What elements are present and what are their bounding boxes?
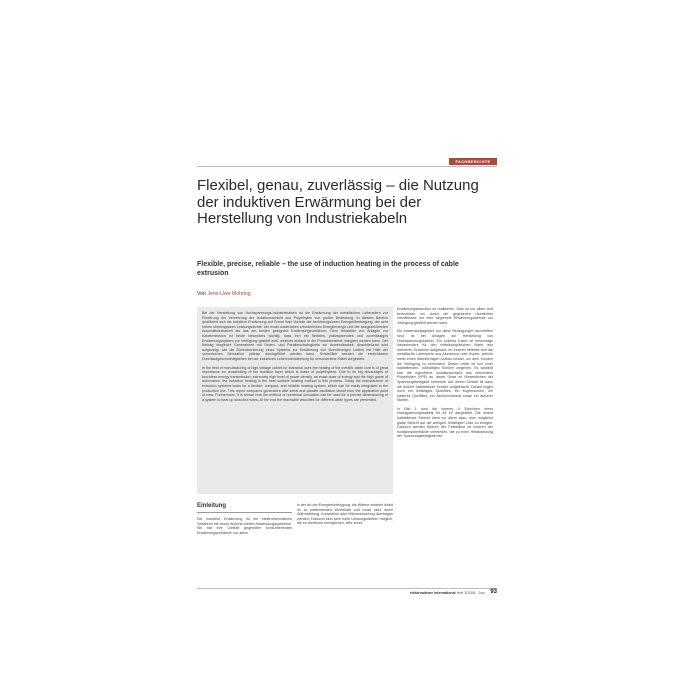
body-paragraph: Ein Anwendungsgebiet, wo diese Bedingungen anzutreffen sind, ist bei Anlagen zur Herstellung von Hochspannungskabeln. Ein solches Kabel ist heutzutage insbesondere für den mitteleuropäischen Markt aus mehreren Schichten aufgebaut: im Inneren befindet sich die metallische Leiterseele aus Aluminium oder Kupfer, welche meist einen litzenförmigen Aufbau besitzt, um dem Kunden die Verlegung zu erleichtern. Dieser Leiter ist von einer halbleitenden, rußhaltigen Schicht umgeben. Es schließt sich die eigentliche Isolationsschicht aus vernetztem Polyethylen (VPE) an, deren Dicke im Wesentlichen der Spannungsfestigkeit bestimmt. Auf dieser Schicht ist dann die äußere halbleitende Schicht aufgebracht. Darauf folgen noch ein leitfähiges Quellflies, ein Kupferschirm, ein weiteres Quellflies, ein Aluminiumband sowie ein äußerer Mantel. (397, 329, 493, 403)
body-column-left (197, 517, 292, 535)
page-number: 93 (490, 589, 497, 595)
journal-name: elektrowärme international (409, 591, 456, 595)
author-name: Jens-Uwe Mohring (207, 291, 251, 297)
abstract-box (197, 307, 393, 494)
footer-rule (197, 588, 497, 589)
body-paragraph: Die induktive Erwärmung ist ein elektrothermisches Verfahren mit einem äußerst breiten Anwendungsspektrum. Sie hat ihre Vorteile gegenüber konkurrierenden Erwärmungsverfahren vor allem (197, 517, 292, 535)
body-paragraph: Erwärmungsstrecken zu realisieren. Dies ist vor allem dort bedeutsam, wo durch die gegebenen räumlichen Verhältnisse nur eine begrenzte Erwärmungsstrecke zur Verfügung gestellt werden kann. (397, 307, 493, 325)
article-title: Flexibel, genau, zuverlässig – die Nutzung der induktiven Erwärmung bei der Herstellung von Industriekabeln (197, 177, 479, 227)
body-column-middle (297, 503, 393, 526)
article-subtitle: Flexible, precise, reliable – the use of induction heating in the process of cable extrusion (197, 261, 459, 277)
issue-info: Heft 3/2008 · Juni (456, 591, 485, 595)
body-column-right (397, 307, 493, 443)
author-prefix: Von (197, 291, 208, 297)
section-heading: Einleitung (197, 503, 226, 509)
abstract-german: Bei der Herstellung von Hochspannungs-Industriekabeln ist die Erwärmung der metallischen Leiteradern zur Förderung der Vernetzung der Isolationsschicht aus Polyethylen von großer Bedeutung. In diesem Bereich qualifiziert sich die induktive Erwärmung auf Grund ihrer Vorteile der berührungslosen Energieübertragung, der sehr hohen übertragbaren Leistungsdichte, der exakt dosierbaren erforderlichen Energiemenge und der ausgezeichneten Automatisierbarkeit als das am besten geeignete Erwärmungsverfahren. Dem Hersteller von Anlagen zur Kabelextrusion ist heute besonders wichtig, dass ihm ein flexibles, platzsparendes und zuverlässiges Erwärmungssystem zur Verfügung gestellt wird, welches einfach in die Produktionslinie integriert werden kann. Der Beitrag vergleicht Generatoren mit Serien- und Parallelschwingkreis zur Anwendbarkeit. Anschließend wird aufgezeigt, wie die Dimensionierung eines Systems zur Erwärmung von litzenförmigen Leitern mit Hilfe der numerischen Simulation präzise durchgeführt werden kann. Schließlich werden die erreichbaren Durchlaufgeschwindigkeiten bei der induktiven Leitervorerwärmung für verschiedene Kabel vorgestellt. (202, 311, 388, 361)
body-paragraph: in der Art der Energieeinbringung: die Wärme entsteht direkt im zu erwärmenden Werkstück und muss nicht durch Wärmeleitung, Konvektion oder Wärmestrahlung übertragen werden. Dadurch sind sehr hohe Leistungsdichten möglich, die es wiederum ermöglichen, sehr kurze (297, 503, 393, 526)
abstract-english: In the field of manufacturing of high-voltage cables for industrial uses the heating of the metallic cable core is of great importance for crosslinking of the isolation layer which is made of polyethylene. Due to its big advantages of touchless energy transmission, extremely high level of power density, an exact dose of energy and the high grade of automation, the induction heating is the best suitable heating method in this process. Today the manufacturer of extrusion systems looks for a flexible, compact, and reliable heating system, which can be easily integrated in the production line. This report compares generators with serial and parallel oscillation circuit from the application point of view. Furthermore, it is shown how the method of numerical simulation can be used for a precise dimensioning of a system to heat up stranded wires. At the end the reachable velocities for different cable types are presented. (202, 365, 388, 402)
footer (410, 591, 485, 595)
heading-rule (197, 512, 292, 513)
journal-page (197, 80, 497, 625)
author-line (197, 291, 251, 297)
section-tag: FACHBERICHTE (449, 158, 497, 165)
body-paragraph: In Bild 1 sind die inneren 4 Schichten eines Hochspannungskabels für 64 kV dargestellt. Die innere halbleitende Schicht dient vor allem dazu, eine möglichst glatte Schicht auf die welligen, leitfähigen Litze zu bringen. Dadurch werden Spitzen der Feldstärke im Inneren der Isolationsoberfläche vermieden, die zu einer Herabsetzung der Spannungsfestigkeit des (397, 406, 493, 439)
top-rule (197, 166, 497, 167)
